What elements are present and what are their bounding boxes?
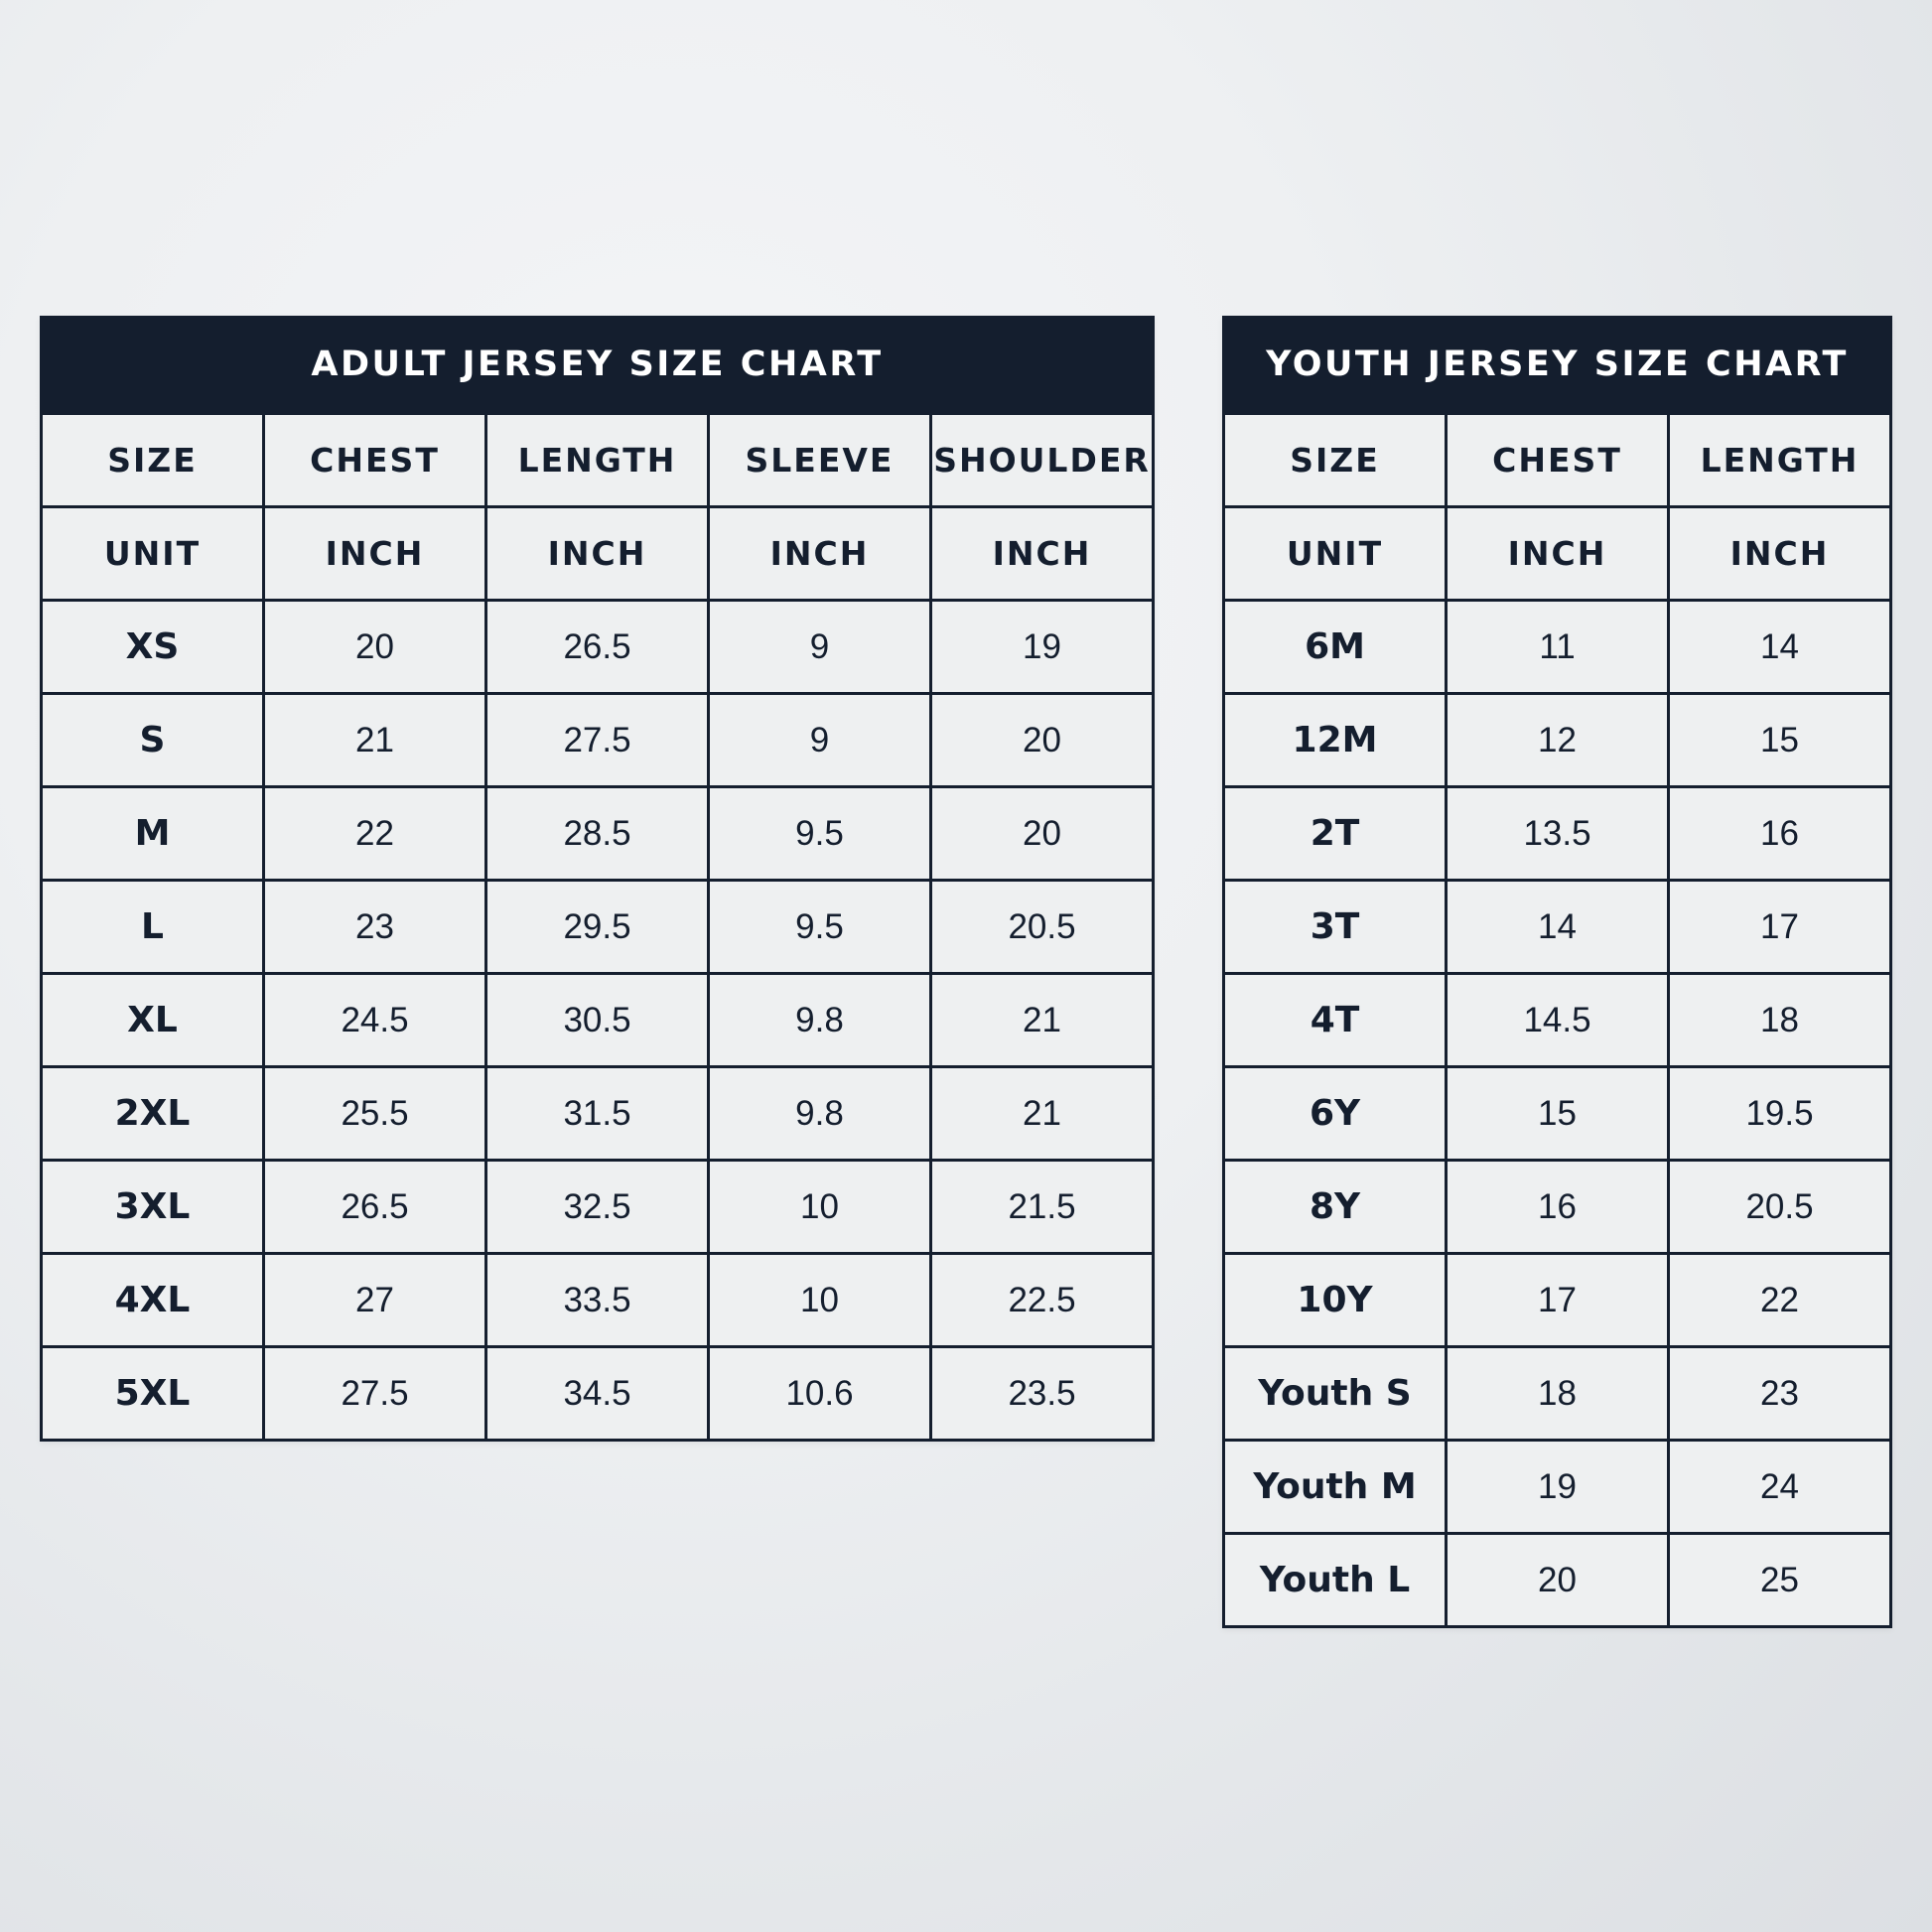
adult-col-sleeve: SLEEVE	[709, 414, 931, 507]
table-row	[1224, 881, 1891, 974]
table-row	[1224, 787, 1891, 881]
adult-chest: 26.5	[264, 1161, 486, 1254]
youth-size: 10Y	[1224, 1254, 1447, 1347]
adult-sleeve: 9	[709, 601, 931, 694]
table-row	[42, 1254, 1154, 1347]
adult-shoulder: 22.5	[931, 1254, 1154, 1347]
youth-length: 24	[1669, 1441, 1891, 1534]
adult-size: S	[42, 694, 264, 787]
youth-chest: 19	[1447, 1441, 1669, 1534]
table-row	[1224, 1534, 1891, 1627]
adult-header-row	[42, 414, 1154, 507]
adult-chest: 27	[264, 1254, 486, 1347]
adult-length: 26.5	[486, 601, 709, 694]
table-row	[42, 694, 1154, 787]
youth-length: 14	[1669, 601, 1891, 694]
adult-sleeve: 9.5	[709, 881, 931, 974]
youth-unit-row	[1224, 507, 1891, 601]
adult-shoulder: 20	[931, 787, 1154, 881]
adult-col-chest: CHEST	[264, 414, 486, 507]
adult-length: 32.5	[486, 1161, 709, 1254]
adult-chest: 20	[264, 601, 486, 694]
adult-sleeve: 10.6	[709, 1347, 931, 1441]
adult-chest: 25.5	[264, 1067, 486, 1161]
adult-shoulder: 20.5	[931, 881, 1154, 974]
adult-length: 31.5	[486, 1067, 709, 1161]
adult-size: 2XL	[42, 1067, 264, 1161]
adult-size: 5XL	[42, 1347, 264, 1441]
youth-header-row	[1224, 414, 1891, 507]
youth-chest: 17	[1447, 1254, 1669, 1347]
youth-chest: 16	[1447, 1161, 1669, 1254]
adult-size: M	[42, 787, 264, 881]
adult-title-row	[42, 318, 1154, 414]
adult-length: 28.5	[486, 787, 709, 881]
youth-length: 22	[1669, 1254, 1891, 1347]
youth-chest: 15	[1447, 1067, 1669, 1161]
youth-size: 8Y	[1224, 1161, 1447, 1254]
adult-chest: 24.5	[264, 974, 486, 1067]
adult-shoulder: 19	[931, 601, 1154, 694]
adult-col-size: SIZE	[42, 414, 264, 507]
adult-unit-chest: INCH	[264, 507, 486, 601]
adult-size: XS	[42, 601, 264, 694]
youth-chest: 12	[1447, 694, 1669, 787]
youth-length: 23	[1669, 1347, 1891, 1441]
adult-sleeve: 9.8	[709, 974, 931, 1067]
youth-length: 15	[1669, 694, 1891, 787]
youth-size: 6M	[1224, 601, 1447, 694]
adult-sleeve: 10	[709, 1254, 931, 1347]
adult-sleeve: 9	[709, 694, 931, 787]
youth-length: 19.5	[1669, 1067, 1891, 1161]
youth-length: 25	[1669, 1534, 1891, 1627]
table-row	[42, 787, 1154, 881]
adult-sleeve: 9.8	[709, 1067, 931, 1161]
table-row	[1224, 1067, 1891, 1161]
adult-chest: 21	[264, 694, 486, 787]
adult-sleeve: 9.5	[709, 787, 931, 881]
adult-col-length: LENGTH	[486, 414, 709, 507]
adult-length: 29.5	[486, 881, 709, 974]
adult-length: 34.5	[486, 1347, 709, 1441]
adult-shoulder: 23.5	[931, 1347, 1154, 1441]
adult-unit-label: UNIT	[42, 507, 264, 601]
youth-length: 18	[1669, 974, 1891, 1067]
table-row	[42, 1161, 1154, 1254]
table-row	[1224, 1347, 1891, 1441]
adult-shoulder: 21.5	[931, 1161, 1154, 1254]
table-row	[1224, 1161, 1891, 1254]
table-row	[42, 881, 1154, 974]
adult-length: 30.5	[486, 974, 709, 1067]
adult-col-shoulder: SHOULDER	[931, 414, 1154, 507]
adult-chest: 23	[264, 881, 486, 974]
adult-length: 27.5	[486, 694, 709, 787]
youth-length: 17	[1669, 881, 1891, 974]
adult-size: 3XL	[42, 1161, 264, 1254]
youth-length: 16	[1669, 787, 1891, 881]
table-row	[42, 1067, 1154, 1161]
youth-chest: 11	[1447, 601, 1669, 694]
adult-shoulder: 21	[931, 1067, 1154, 1161]
table-row	[1224, 974, 1891, 1067]
youth-title-row	[1224, 318, 1891, 414]
adult-jersey-size-chart	[40, 316, 1155, 1442]
youth-chest: 18	[1447, 1347, 1669, 1441]
table-row	[1224, 694, 1891, 787]
youth-unit-length: INCH	[1669, 507, 1891, 601]
adult-size: 4XL	[42, 1254, 264, 1347]
adult-unit-length: INCH	[486, 507, 709, 601]
table-row	[42, 601, 1154, 694]
adult-sleeve: 10	[709, 1161, 931, 1254]
adult-unit-row	[42, 507, 1154, 601]
youth-size: 12M	[1224, 694, 1447, 787]
youth-chest: 14	[1447, 881, 1669, 974]
youth-unit-chest: INCH	[1447, 507, 1669, 601]
youth-chart-title: YOUTH JERSEY SIZE CHART	[1224, 318, 1891, 414]
youth-length: 20.5	[1669, 1161, 1891, 1254]
table-row	[42, 974, 1154, 1067]
youth-size: Youth L	[1224, 1534, 1447, 1627]
adult-length: 33.5	[486, 1254, 709, 1347]
youth-jersey-size-chart	[1222, 316, 1892, 1628]
youth-chest: 13.5	[1447, 787, 1669, 881]
adult-chart-title: ADULT JERSEY SIZE CHART	[42, 318, 1154, 414]
youth-chest: 14.5	[1447, 974, 1669, 1067]
adult-chest: 27.5	[264, 1347, 486, 1441]
youth-size: 3T	[1224, 881, 1447, 974]
youth-size: 2T	[1224, 787, 1447, 881]
table-row	[1224, 601, 1891, 694]
youth-col-length: LENGTH	[1669, 414, 1891, 507]
youth-size: 4T	[1224, 974, 1447, 1067]
size-charts-container	[0, 316, 1932, 1628]
youth-size: 6Y	[1224, 1067, 1447, 1161]
adult-shoulder: 21	[931, 974, 1154, 1067]
table-row	[1224, 1254, 1891, 1347]
youth-unit-label: UNIT	[1224, 507, 1447, 601]
adult-size: XL	[42, 974, 264, 1067]
adult-unit-shoulder: INCH	[931, 507, 1154, 601]
youth-col-chest: CHEST	[1447, 414, 1669, 507]
adult-size: L	[42, 881, 264, 974]
youth-size: Youth M	[1224, 1441, 1447, 1534]
adult-unit-sleeve: INCH	[709, 507, 931, 601]
adult-chest: 22	[264, 787, 486, 881]
youth-col-size: SIZE	[1224, 414, 1447, 507]
table-row	[42, 1347, 1154, 1441]
table-row	[1224, 1441, 1891, 1534]
adult-shoulder: 20	[931, 694, 1154, 787]
youth-size: Youth S	[1224, 1347, 1447, 1441]
youth-chest: 20	[1447, 1534, 1669, 1627]
